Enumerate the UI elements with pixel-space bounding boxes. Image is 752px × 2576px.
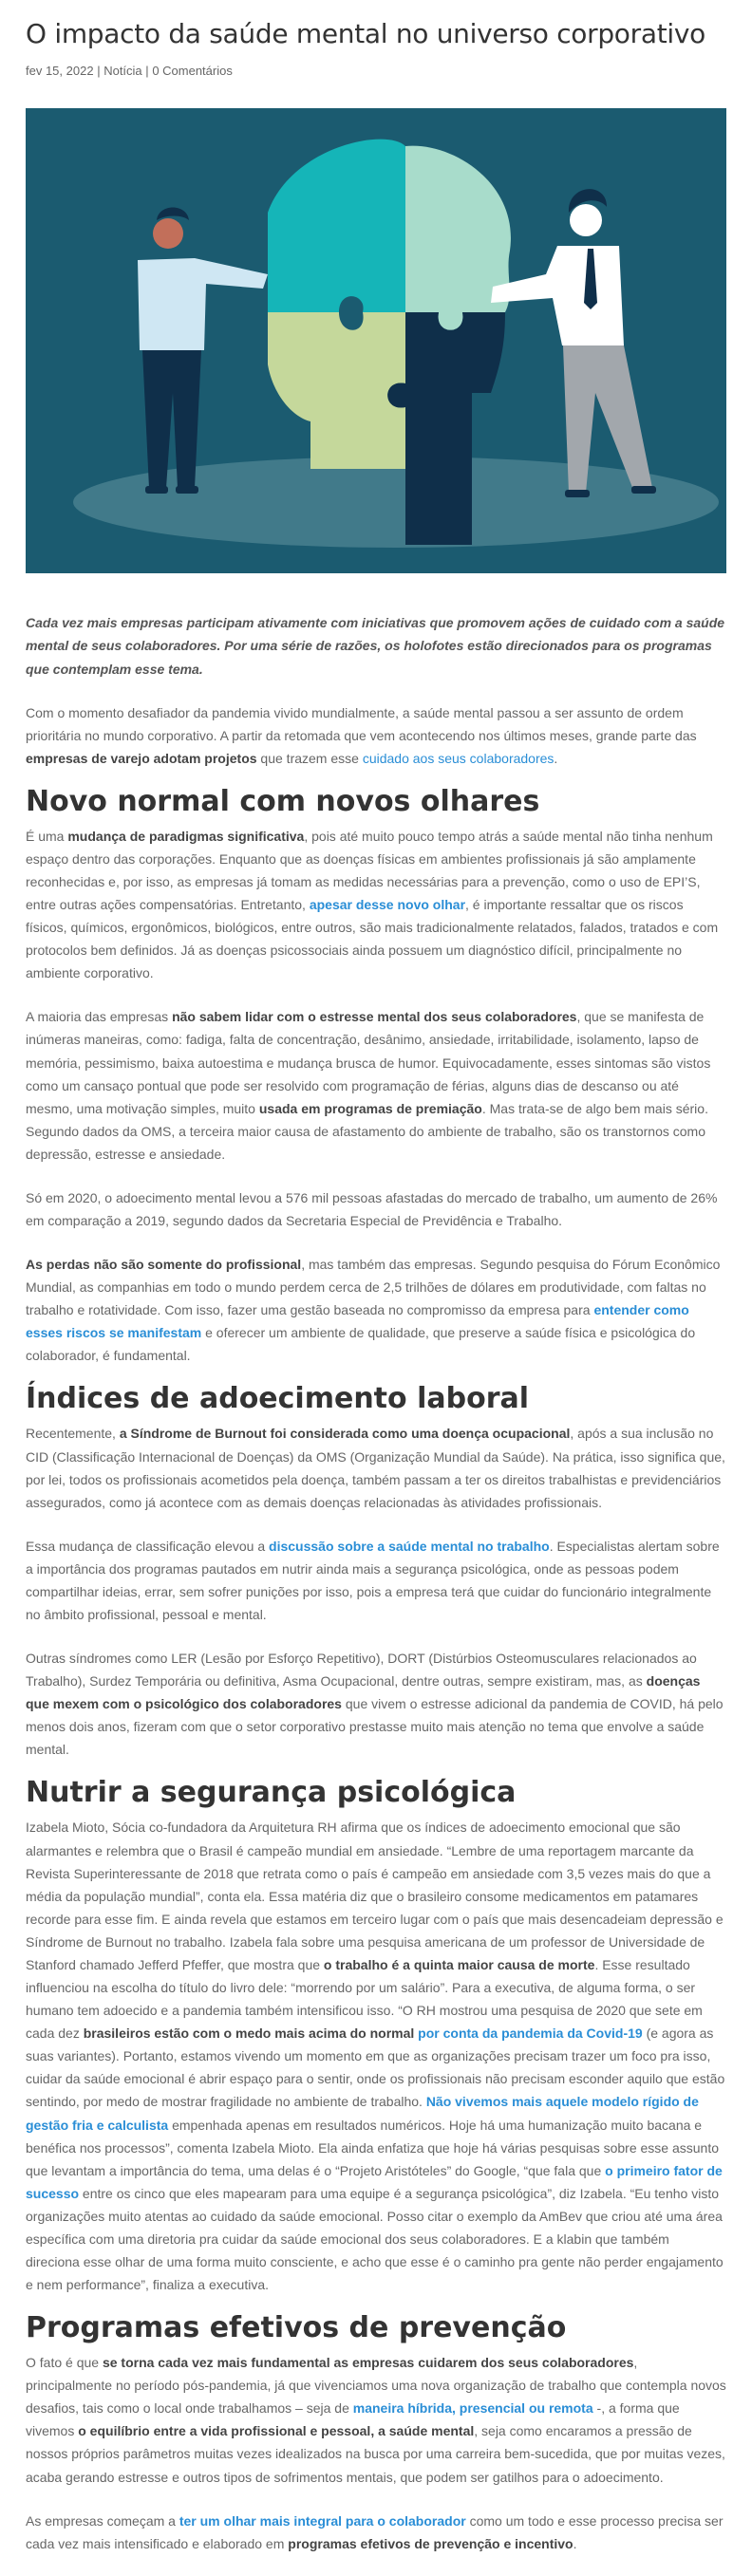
bold-text: o equilíbrio entre a vida profissional e pessoal, a saúde mental: [78, 2423, 475, 2439]
text-run: que vivem o estresse adicional da pandemia de COVID, há pelo menos dois anos, fizeram com que o setor corporativo prestasse muito mais atenção no tema que envolve a saúde mental.: [26, 1696, 724, 1758]
floor-shadow: [73, 457, 719, 548]
hero-illustration: [26, 108, 726, 573]
text-run: , principalmente no período pós-pandemia, já que vivenciamos uma nova organização de trabalho que contempla novos desafios, tais como o local onde trabalhamos – seja de: [26, 2355, 726, 2417]
inline-link[interactable]: maneira híbrida, presencial ou remota: [352, 2400, 593, 2417]
inline-link[interactable]: Não vivemos mais aquele modelo rígido de gestão fria e calculista: [26, 2094, 699, 2133]
lead-paragraph: Cada vez mais empresas participam ativamente com iniciativas que promovem ações de cuidado com a saúde mental de seus colaboradores. Por uma série de razões, os holofotes estão direcionados para os programas que contemplam esse tema.: [26, 615, 725, 677]
person-right-shoe: [565, 490, 590, 497]
text-run: , é importante ressaltar que os riscos físicos, químicos, ergonômicos, biológicos, entre outros, são mais tradicionalmente relatados, falados, tratados e com protocolos bem definidos. Já as doenças psicossociais ainda possuem um diagnóstico difícil, principalmente no ambiente corporativo.: [26, 897, 719, 981]
text-run: As empresas começam a: [26, 2512, 179, 2529]
section-heading: Novo normal com novos olhares: [26, 784, 540, 818]
inline-link[interactable]: apesar desse novo olhar: [309, 897, 466, 913]
meta-separator: |: [97, 64, 101, 78]
person-right-shoe: [631, 486, 656, 494]
bold-text: brasileiros estão com o medo mais acima do normal: [83, 2025, 415, 2042]
text-run: empenhada apenas em resultados numéricos. Hoje há uma humanização muito bacana e benéfica nos processos”, comenta Izabela Mioto. Ela ainda enfatiza que hoje há várias pesquisas sobre esse assunto que levantam a importância do tema, uma delas é o “Projeto Aristóteles” do Google, “que fala que: [26, 2117, 719, 2178]
text-run: Outras síndromes como LER (Lesão por Esforço Repetitivo), DORT (Distúrbios Osteomusculares relacionados ao Trabalho), Surdez Temporária ou definitiva, Asma Ocupacional, dentre outras, sempre existiram, mas, as: [26, 1651, 697, 1689]
text-run: . Esse resultado influenciou na escolha do título do livro dele: “morrendo por um salário”. Para a executiva, de alguma forma, o ser humano tem adoecido e a pandemia também intensificou isso. “O RH mostrou uma pesquisa de 2020 que sete em cada dez: [26, 1956, 703, 2042]
bold-text: doenças que mexem com o psicológico dos colaboradores: [26, 1673, 701, 1712]
text-run: O fato é que: [26, 2355, 103, 2371]
text-run: , pois até muito pouco tempo atrás a saúde mental não tinha nenhum espaço dentro das corporações. Enquanto que as doenças físicas em ambientes profissionais já são amplamente reconhecidas e, por isso, as empresas já tomam as medidas necessárias para a prevenção, como o uso de EPI’S, entre outras ações compensatórias. Entretanto,: [26, 828, 713, 913]
paragraph: [26, 1253, 726, 1367]
post-comments-link[interactable]: 0 Comentários: [152, 64, 233, 78]
meta-separator: |: [145, 64, 149, 78]
text-run: Essa mudança de classificação elevou a: [26, 1538, 270, 1554]
paragraph: [26, 2351, 726, 2488]
paragraph: Só em 2020, o adoecimento mental levou a 576 mil pessoas afastadas do mercado de trabalho, um aumento de 26% em comparação a 2019, segundo dados da Secretaria Especial de Previdência e Trabalho.: [26, 1189, 718, 1228]
text-run: Izabela Mioto, Sócia co-fundadora da Arquitetura RH afirma que os índices de adoecimento emocional que são alarmantes e relembra que o Brasil é campeão mundial em ansiedade. “Lembre de uma reportagem marcante da Revista Superinteressante de 2018 que retrata como o país é campeão em ansiedade com 3,5 vezes mais do que a média da população mundial”, conta ela. Essa matéria diz que o brasileiro consome medicamentos em patamares recorde para esse fim. E ainda revela que estamos em terceiro lugar com o país que mais desencadeiam depressão e Síndrome de Burnout no trabalho. Izabela fala sobre uma pesquisa americana de um professor de Universidade de Stanford chamado Jefferd Pfeffer, que mostra que: [26, 1820, 724, 1972]
text-run: , que se manifesta de inúmeras maneiras, como: fadiga, falta de concentração, desânimo, ansiedade, irritabilidade, isolamento, lapso de memória, pessimismo, baixa autoestima e mudança brusca de humor. Equivocadamente, esses sintomas são vistos como um cansaço pontual que pode ser resolvido com programação de férias, alguns dias de descanso ou até mesmo, uma motivação simples, muito: [26, 1009, 711, 1116]
post-category-link[interactable]: Notícia: [103, 64, 142, 78]
inline-link[interactable]: ter um olhar mais integral para o colaborador: [179, 2512, 466, 2529]
bold-text: não sabem lidar com o estresse mental dos seus colaboradores: [172, 1009, 577, 1025]
post-meta: [26, 61, 726, 82]
text-run: , após a sua inclusão no CID (Classificação Internacional de Doenças) da OMS (Organização Mundial da Saúde). Na prática, isso significa que, por lei, todos os profissionais acometidos pela doença, também passam a ter os direitos trabalhistas e previdenciários assegurados, como já acontece com as demais doenças relacionadas às atividades profissionais.: [26, 1426, 725, 1510]
person-left-shoe: [176, 486, 198, 494]
text-run: .: [573, 2535, 577, 2551]
paragraph: [26, 701, 726, 770]
text-run: (e agora as suas variantes). Portanto, estamos vivendo um momento em que as organizações precisam trazer um foco pra isso, cuidar da saúde emocional é abrir espaço para o sentir, onde os profissionais não precisam esconder aquilo que estão sentindo, por medo de mostrar fragilidade no ambiente de trabalho.: [26, 2025, 725, 2110]
inline-link[interactable]: entender como esses riscos se manifestam: [26, 1302, 689, 1341]
text-run: que trazem esse: [256, 750, 363, 766]
post-date: fev 15, 2022: [26, 64, 94, 78]
text-run: . Mas trata-se de algo bem mais sério. Segundo dados da OMS, a terceira maior causa de afastamento do ambiente de trabalho, são os transtornos como depressão, estresse e ansiedade.: [26, 1100, 708, 1162]
text-run: Recentemente,: [26, 1426, 120, 1442]
paragraph: [26, 2510, 726, 2555]
paragraph: [26, 1422, 726, 1513]
section-heading: Índices de adoecimento laboral: [26, 1382, 530, 1416]
post-title: O impacto da saúde mental no universo corporativo: [26, 18, 705, 49]
text-run: É uma: [26, 828, 68, 844]
text-run: , seja como encaramos a pressão de nossos próprios parâmetros muitas vezes idealizados na busca por uma carreira bem-sucedida, que por muitas vezes, acaba gerando estresse e outros tipos de sofrimentos mentais, que podem ser gatilhos para o adoecimento.: [26, 2423, 725, 2485]
paragraph: [26, 1535, 726, 1626]
person-left-shoe: [145, 486, 168, 494]
text-run: .: [554, 750, 558, 766]
bold-text: mudança de paradigmas significativa: [67, 828, 305, 844]
text-run: -, a forma que vivemos: [26, 2400, 680, 2439]
text-run: e oferecer um ambiente de qualidade, que preserve a saúde física e psicológica do colaborador, é fundamental.: [26, 1325, 696, 1364]
bold-text: As perdas não são somente do profissional: [26, 1257, 302, 1273]
section-heading: Programas efetivos de prevenção: [26, 2311, 567, 2345]
bold-text: a Síndrome de Burnout foi considerada como uma doença ocupacional: [119, 1426, 571, 1442]
inline-link[interactable]: discussão sobre a saúde mental no trabalho: [269, 1538, 550, 1554]
bold-text: usada em programas de premiação: [258, 1100, 482, 1116]
inline-link[interactable]: por conta da pandemia da Covid-19: [414, 2025, 643, 2042]
text-run: . Especialistas alertam sobre a importância dos programas pautados em nutrir ainda mais a segurança psicológica, onde as pessoas podem compartilhar ideias, errar, sem sofrer punições por isso, pois a empresa terá que cuidar do funcionário integralmente no âmbito profissional, pessoal e mental.: [26, 1538, 720, 1623]
person-right-head: [570, 204, 602, 236]
inline-link[interactable]: o primeiro fator de sucesso: [26, 2162, 723, 2201]
section-heading: Nutrir a segurança psicológica: [26, 1776, 517, 1810]
bold-text: o trabalho é a quinta maior causa de morte: [323, 1956, 595, 1972]
text-run: , mas também das empresas. Segundo pesquisa do Fórum Econômico Mundial, as companhias em todo o mundo perdem cerca de 2,5 trilhões de dólares em produtividade, com faltas no trabalho e rotatividade. Com isso, fazer uma gestão baseada no compromisso da empresa para: [26, 1257, 721, 1318]
paragraph: [26, 1816, 726, 2296]
bold-text: se torna cada vez mais fundamental as empresas cuidarem dos seus colaboradores: [102, 2355, 634, 2371]
text-run: Com o momento desafiador da pandemia vivido mundialmente, a saúde mental passou a ser assunto de ordem prioritária no mundo corporativo. A partir da retomada que vem acontecendo nos últimos meses, grande parte das: [26, 704, 697, 743]
text-run: A maioria das empresas: [26, 1009, 173, 1025]
text-run: como um todo e esse processo precisa ser cada vez mais intensificado e elaborado em: [26, 2512, 724, 2551]
paragraph: [26, 1005, 726, 1166]
inline-link[interactable]: cuidado aos seus colaboradores: [362, 750, 555, 766]
paragraph: [26, 825, 726, 985]
person-left-head: [153, 218, 183, 249]
text-run: entre os cinco que eles mapearam para uma equipe é a segurança psicológica”, diz Izabela. “Eu tenho visto organizações muito atentas ao cuidado da saúde emocional. Posso citar o exemplo da AmBev que criou até uma área específica com uma diretoria pra cuidar da saúde emocional dos seus colaboradores. E a klabin que também direciona esse olhar de uma forma muito consciente, e acho que esse é o caminho pra gente não perder engajamento e nem performance”, finaliza a executiva.: [26, 2185, 724, 2293]
paragraph: [26, 1647, 726, 1761]
bold-text: programas efetivos de prevenção e incentivo: [288, 2535, 573, 2551]
bold-text: empresas de varejo adotam projetos: [26, 750, 257, 766]
